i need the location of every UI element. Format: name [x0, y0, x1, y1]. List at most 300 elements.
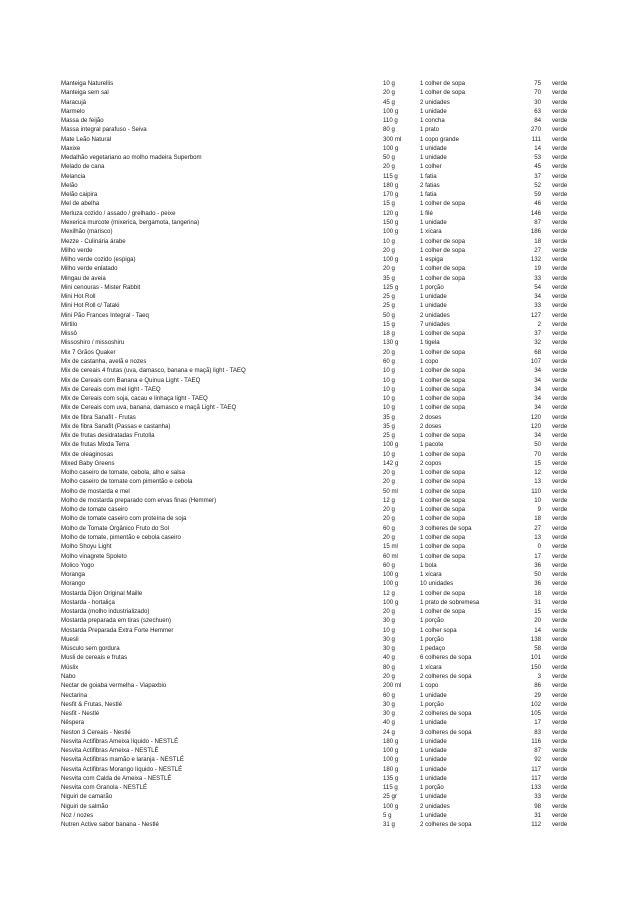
classification-cell: verde: [552, 126, 568, 134]
quantity-cell: 100 g: [383, 580, 399, 588]
calories-cell: 29: [534, 691, 541, 699]
portion-cell: 1 xícara: [420, 228, 442, 236]
food-name-cell: Moranga: [61, 571, 86, 579]
quantity-cell: 10 g: [383, 450, 395, 458]
portion-cell: 1 porção: [420, 700, 444, 708]
food-name-cell: Mostarda - hortaliça: [61, 598, 115, 606]
table-row: [61, 450, 573, 459]
classification-cell: verde: [552, 422, 568, 430]
quantity-cell: 80 g: [383, 126, 395, 134]
classification-cell: verde: [552, 256, 568, 264]
quantity-cell: 100 g: [383, 756, 399, 764]
classification-cell: verde: [552, 469, 568, 477]
portion-cell: 1 pedaço: [420, 645, 446, 653]
food-name-cell: Maxixe: [61, 144, 81, 152]
calories-cell: 34: [534, 367, 541, 375]
food-name-cell: Mix de Cereais com Banana e Quinua Light - TAEQ: [61, 376, 201, 384]
food-name-cell: Mate Leão Natural: [61, 135, 112, 143]
table-row: [61, 255, 573, 264]
classification-cell: verde: [552, 534, 568, 542]
classification-cell: verde: [552, 626, 568, 634]
quantity-cell: 30 g: [383, 645, 395, 653]
calories-cell: 14: [534, 144, 541, 152]
table-row: [61, 672, 573, 681]
food-name-cell: Molho caseiro de tomate, cebola, alho e salsa: [61, 469, 185, 477]
quantity-cell: 12 g: [383, 589, 395, 597]
food-name-cell: Melancia: [61, 172, 86, 180]
portion-cell: 1 filé: [420, 209, 433, 217]
calories-cell: 107: [530, 357, 541, 365]
quantity-cell: 20 g: [383, 348, 395, 356]
portion-cell: 1 unidade: [420, 793, 447, 801]
calories-cell: 34: [534, 376, 541, 384]
food-name-cell: Nesvita Actifibras Ameixa - NESTLÉ: [61, 747, 159, 755]
quantity-cell: 40 g: [383, 654, 395, 662]
table-row: [61, 88, 573, 97]
table-row: [61, 190, 573, 199]
quantity-cell: 12 g: [383, 496, 395, 504]
quantity-cell: 80 g: [383, 663, 395, 671]
portion-cell: 1 prato de sobremesa: [420, 598, 480, 606]
calories-cell: 34: [534, 404, 541, 412]
calories-cell: 31: [534, 811, 541, 819]
calories-cell: 30: [534, 98, 541, 106]
portion-cell: 1 porção: [420, 283, 444, 291]
portion-cell: 1 tigela: [420, 339, 440, 347]
food-name-cell: Merluza cozido / assado / grelhado - peixe: [61, 209, 176, 217]
classification-cell: verde: [552, 181, 568, 189]
table-row: [61, 728, 573, 737]
portion-cell: 1 pacote: [420, 441, 444, 449]
classification-cell: verde: [552, 571, 568, 579]
quantity-cell: 10 g: [383, 80, 395, 87]
table-row: [61, 199, 573, 208]
calories-cell: 132: [530, 256, 541, 264]
food-name-cell: Neston 3 Cereais - Nestlé: [61, 728, 131, 736]
quantity-cell: 142 g: [383, 459, 399, 467]
calories-cell: 54: [534, 283, 541, 291]
portion-cell: 3 colheres de sopa: [420, 728, 472, 736]
portion-cell: 1 copo: [420, 357, 439, 365]
classification-cell: verde: [552, 367, 568, 375]
table-row: [61, 700, 573, 709]
table-row: [61, 570, 573, 579]
calories-cell: 87: [534, 747, 541, 755]
quantity-cell: 20 g: [383, 506, 395, 514]
portion-cell: 1 fatia: [420, 172, 437, 180]
food-name-cell: Nectarina: [61, 691, 88, 699]
quantity-cell: 30 g: [383, 710, 395, 718]
table-row: [61, 311, 573, 320]
food-name-cell: Nesfit - Nestlé: [61, 710, 100, 718]
calories-cell: 10: [534, 496, 541, 504]
classification-cell: verde: [552, 654, 568, 662]
classification-cell: verde: [552, 811, 568, 819]
portion-cell: 1 colher de sopa: [420, 265, 466, 273]
quantity-cell: 120 g: [383, 209, 399, 217]
classification-cell: verde: [552, 737, 568, 745]
calories-cell: 110: [531, 487, 541, 495]
calories-cell: 117: [531, 774, 541, 782]
calories-cell: 34: [534, 385, 541, 393]
table-row: [61, 144, 573, 153]
table-row: [61, 737, 573, 746]
portion-cell: 2 copos: [420, 459, 442, 467]
table-row: [61, 274, 573, 283]
quantity-cell: 24 g: [383, 728, 395, 736]
classification-cell: verde: [552, 635, 568, 643]
food-name-cell: Muesli: [61, 635, 79, 643]
calories-cell: 3: [537, 673, 541, 680]
classification-cell: verde: [552, 404, 568, 412]
portion-cell: 1 colher de sopa: [420, 274, 466, 282]
table-row: [61, 376, 573, 385]
table-row: [61, 792, 573, 801]
quantity-cell: 15 g: [383, 200, 395, 208]
table-row: [61, 681, 573, 690]
portion-cell: 1 colher sopa: [420, 626, 457, 634]
calories-cell: 27: [534, 246, 541, 254]
classification-cell: verde: [552, 496, 568, 504]
calories-cell: 112: [531, 821, 541, 829]
food-name-cell: Milho verde cozido (espiga): [61, 256, 136, 264]
table-row: [61, 385, 573, 394]
portion-cell: 1 colher de sopa: [420, 487, 466, 495]
table-row: [61, 691, 573, 700]
calories-cell: 15: [534, 608, 541, 616]
classification-cell: verde: [552, 357, 568, 365]
portion-cell: 1 unidade: [420, 218, 447, 226]
table-row: [61, 218, 573, 227]
food-name-cell: Mix de oleaginosas: [61, 450, 114, 458]
table-row: [61, 514, 573, 523]
calories-cell: 116: [531, 737, 541, 745]
portion-cell: 1 colher de sopa: [420, 469, 466, 477]
classification-cell: verde: [552, 821, 568, 829]
table-row: [61, 237, 573, 246]
table-row: [61, 431, 573, 440]
table-row: [61, 579, 573, 588]
table-row: [61, 616, 573, 625]
table-row: [61, 496, 573, 505]
table-row: [61, 98, 573, 107]
table-row: [61, 774, 573, 783]
classification-cell: verde: [552, 237, 568, 245]
portion-cell: 6 colheres de sopa: [420, 654, 472, 662]
table-row: [61, 709, 573, 718]
quantity-cell: 100 g: [383, 107, 399, 115]
quantity-cell: 100 g: [383, 228, 399, 236]
food-name-cell: Nesvita Actifibras Ameixa líquido - NESTLÉ: [61, 737, 179, 745]
portion-cell: 1 colher de sopa: [420, 515, 466, 523]
portion-cell: 2 colheres de sopa: [420, 821, 472, 829]
food-name-cell: Nesfit & Frutas, Nestlé: [61, 700, 122, 708]
classification-cell: verde: [552, 524, 568, 532]
quantity-cell: 20 g: [383, 246, 395, 254]
table-row: [61, 79, 573, 88]
quantity-cell: 35 g: [383, 413, 395, 421]
food-name-cell: Massa integral parafuso - Seiva: [61, 126, 147, 134]
calories-cell: 0: [537, 543, 541, 551]
classification-cell: verde: [552, 710, 568, 718]
food-name-cell: Mix de Cereais com mel light - TAEQ: [61, 385, 161, 393]
classification-cell: verde: [552, 218, 568, 226]
table-row: [61, 283, 573, 292]
quantity-cell: 25 gr: [383, 793, 397, 801]
table-row: [61, 264, 573, 273]
table-row: [61, 135, 573, 144]
table-row: [61, 394, 573, 403]
table-row: [61, 181, 573, 190]
classification-cell: verde: [552, 395, 568, 403]
calories-cell: 33: [534, 793, 541, 801]
portion-cell: 1 unidade: [420, 144, 447, 152]
food-name-cell: Mostarda Dijon Original Maille: [61, 589, 143, 597]
calories-cell: 186: [530, 228, 541, 236]
classification-cell: verde: [552, 459, 568, 467]
calories-cell: 138: [530, 635, 541, 643]
classification-cell: verde: [552, 598, 568, 606]
portion-cell: 1 porção: [420, 784, 444, 792]
quantity-cell: 10 g: [383, 395, 395, 403]
table-row: [61, 607, 573, 616]
calories-cell: 13: [534, 478, 541, 486]
classification-cell: verde: [552, 80, 568, 87]
portion-cell: 1 concha: [420, 117, 445, 125]
food-name-cell: Molho Shoyu Light: [61, 543, 112, 551]
calories-cell: 37: [534, 330, 541, 338]
food-name-cell: Niguiri de camarão: [61, 793, 113, 801]
quantity-cell: 31 g: [383, 821, 395, 829]
portion-cell: 2 unidades: [420, 98, 450, 106]
classification-cell: verde: [552, 200, 568, 208]
calories-cell: 45: [534, 163, 541, 171]
quantity-cell: 50 ml: [383, 487, 398, 495]
classification-cell: verde: [552, 107, 568, 115]
classification-cell: verde: [552, 311, 568, 319]
calories-cell: 63: [534, 107, 541, 115]
quantity-cell: 50 g: [383, 154, 395, 162]
portion-cell: 2 unidades: [420, 311, 450, 319]
food-name-cell: Nesvita Actifibras mamão e laranja - NESTLÉ: [61, 756, 184, 764]
table-row: [61, 357, 573, 366]
classification-cell: verde: [552, 543, 568, 551]
portion-cell: 1 unidade: [420, 756, 447, 764]
quantity-cell: 10 g: [383, 367, 395, 375]
calories-cell: 120: [530, 413, 541, 421]
portion-cell: 7 unidades: [420, 320, 450, 328]
portion-cell: 1 colher de sopa: [420, 330, 466, 338]
quantity-cell: 30 g: [383, 635, 395, 643]
table-row: [61, 320, 573, 329]
food-name-cell: Mix de frutas desidratadas Frutolla: [61, 432, 155, 440]
table-row: [61, 533, 573, 542]
classification-cell: verde: [552, 98, 568, 106]
table-row: [61, 626, 573, 635]
quantity-cell: 10 g: [383, 626, 395, 634]
food-name-cell: Mexilhão (marisco): [61, 228, 113, 236]
food-name-cell: Nesvita com Granola - NESTLÉ: [61, 784, 148, 792]
portion-cell: 1 bola: [420, 561, 437, 569]
classification-cell: verde: [552, 691, 568, 699]
calories-cell: 34: [534, 293, 541, 301]
food-name-cell: Mostarda preparada em tiras (szechuen): [61, 617, 172, 625]
quantity-cell: 200 ml: [383, 682, 402, 690]
classification-cell: verde: [552, 774, 568, 782]
table-row: [61, 820, 573, 829]
quantity-cell: 20 g: [383, 515, 395, 523]
table-row: [61, 718, 573, 727]
quantity-cell: 20 g: [383, 478, 395, 486]
classification-cell: verde: [552, 552, 568, 560]
table-row: [61, 413, 573, 422]
portion-cell: 1 colher de sopa: [420, 450, 466, 458]
food-name-cell: Molho de tomate caseiro com proteína de soja: [61, 515, 187, 523]
portion-cell: 1 unidade: [420, 107, 447, 115]
quantity-cell: 25 g: [383, 293, 395, 301]
calories-cell: 150: [530, 663, 541, 671]
table-row: [61, 116, 573, 125]
calories-cell: 102: [530, 700, 541, 708]
calories-cell: 18: [534, 237, 541, 245]
classification-cell: verde: [552, 478, 568, 486]
classification-cell: verde: [552, 515, 568, 523]
portion-cell: 1 colher de sopa: [420, 608, 466, 616]
classification-cell: verde: [552, 274, 568, 282]
classification-cell: verde: [552, 728, 568, 736]
food-name-cell: Músculo sem gordura: [61, 645, 120, 653]
table-row: [61, 338, 573, 347]
classification-cell: verde: [552, 608, 568, 616]
food-name-cell: Mini Hot Roll c/ Tataki: [61, 302, 120, 310]
classification-cell: verde: [552, 561, 568, 569]
calories-cell: 92: [534, 756, 541, 764]
food-name-cell: Nesvita com Calda de Ameixa - NESTLÉ: [61, 774, 172, 782]
portion-cell: 2 colheres de sopa: [420, 710, 472, 718]
classification-cell: verde: [552, 802, 568, 810]
classification-cell: verde: [552, 191, 568, 199]
calories-cell: 18: [534, 515, 541, 523]
table-row: [61, 663, 573, 672]
table-row: [61, 477, 573, 486]
classification-cell: verde: [552, 320, 568, 328]
food-name-cell: Nutren Active sabor banana - Nestlé: [61, 821, 159, 829]
quantity-cell: 60 g: [383, 691, 395, 699]
portion-cell: 1 colher de sopa: [420, 246, 466, 254]
table-row: [61, 589, 573, 598]
food-name-cell: Molho vinagrete Spoleto: [61, 552, 127, 560]
calories-cell: 19: [534, 265, 541, 273]
portion-cell: 1 copo grande: [420, 135, 459, 143]
quantity-cell: 60 g: [383, 357, 395, 365]
food-name-cell: Manteiga sem sal: [61, 89, 109, 97]
food-name-cell: Noz / nozes: [61, 811, 94, 819]
food-name-cell: Mini cenouras - Mister Rabbit: [61, 283, 141, 291]
classification-cell: verde: [552, 330, 568, 338]
calories-cell: 146: [530, 209, 541, 217]
table-row: [61, 552, 573, 561]
table-row: [61, 653, 573, 662]
table-row: [61, 292, 573, 301]
table-row: [61, 524, 573, 533]
food-name-cell: Massa de feijão: [61, 117, 104, 125]
quantity-cell: 100 g: [383, 747, 399, 755]
food-name-cell: Niguiri de salmão: [61, 802, 109, 810]
calories-cell: 20: [534, 617, 541, 625]
classification-cell: verde: [552, 700, 568, 708]
food-name-cell: Maracujá: [61, 98, 87, 106]
quantity-cell: 100 g: [383, 144, 399, 152]
food-name-cell: Mix de fibra Sanafit (Passas e castanha): [61, 422, 171, 430]
quantity-cell: 30 g: [383, 700, 395, 708]
quantity-cell: 150 g: [383, 218, 399, 226]
portion-cell: 1 fatia: [420, 191, 437, 199]
quantity-cell: 18 g: [383, 330, 395, 338]
classification-cell: verde: [552, 747, 568, 755]
portion-cell: 1 xícara: [420, 663, 442, 671]
food-name-cell: Melão caipira: [61, 191, 98, 199]
quantity-cell: 180 g: [383, 737, 399, 745]
portion-cell: 1 colher de sopa: [420, 552, 466, 560]
quantity-cell: 20 g: [383, 469, 395, 477]
table-row: [61, 329, 573, 338]
food-name-cell: Manteiga Naturellis: [61, 80, 114, 87]
quantity-cell: 20 g: [383, 673, 395, 680]
quantity-cell: 60 g: [383, 524, 395, 532]
calories-cell: 84: [534, 117, 541, 125]
classification-cell: verde: [552, 673, 568, 680]
food-name-cell: Mingau de aveia: [61, 274, 106, 282]
calories-cell: 46: [534, 200, 541, 208]
portion-cell: 1 unidade: [420, 737, 447, 745]
table-row: [61, 348, 573, 357]
classification-cell: verde: [552, 209, 568, 217]
quantity-cell: 20 g: [383, 163, 395, 171]
food-name-cell: Marmelo: [61, 107, 85, 115]
table-row: [61, 209, 573, 218]
classification-cell: verde: [552, 89, 568, 97]
food-name-cell: Molico Yogo: [61, 561, 94, 569]
calories-cell: 27: [534, 524, 541, 532]
food-name-cell: Mix de cereais 4 frutas (uva, damasco, banana e maçã) light - TAEQ: [61, 367, 246, 375]
portion-cell: 1 colher: [420, 163, 442, 171]
table-row: [61, 440, 573, 449]
calories-cell: 52: [534, 181, 541, 189]
classification-cell: verde: [552, 302, 568, 310]
classification-cell: verde: [552, 487, 568, 495]
portion-cell: 1 unidade: [420, 747, 447, 755]
classification-cell: verde: [552, 793, 568, 801]
calories-cell: 9: [537, 506, 541, 514]
calories-cell: 68: [534, 348, 541, 356]
portion-cell: 1 xícara: [420, 571, 442, 579]
quantity-cell: 115 g: [383, 784, 398, 792]
portion-cell: 3 colheres de sopa: [420, 524, 472, 532]
quantity-cell: 110 g: [383, 117, 398, 125]
portion-cell: 1 unidade: [420, 691, 447, 699]
food-name-cell: Molho de mostarda preparado com ervas finas (Hemmer): [61, 496, 217, 504]
calories-cell: 33: [534, 274, 541, 282]
calories-cell: 37: [534, 172, 541, 180]
portion-cell: 1 colher de sopa: [420, 367, 466, 375]
calories-cell: 17: [534, 719, 541, 727]
food-name-cell: Nesvita Actifibras Morango líquido - NESTLÉ: [61, 765, 183, 773]
quantity-cell: 135 g: [383, 774, 399, 782]
table-row: [61, 783, 573, 792]
food-name-cell: Milho verde enlatado: [61, 265, 118, 273]
classification-cell: verde: [552, 441, 568, 449]
portion-cell: 2 colheres de sopa: [420, 673, 472, 680]
